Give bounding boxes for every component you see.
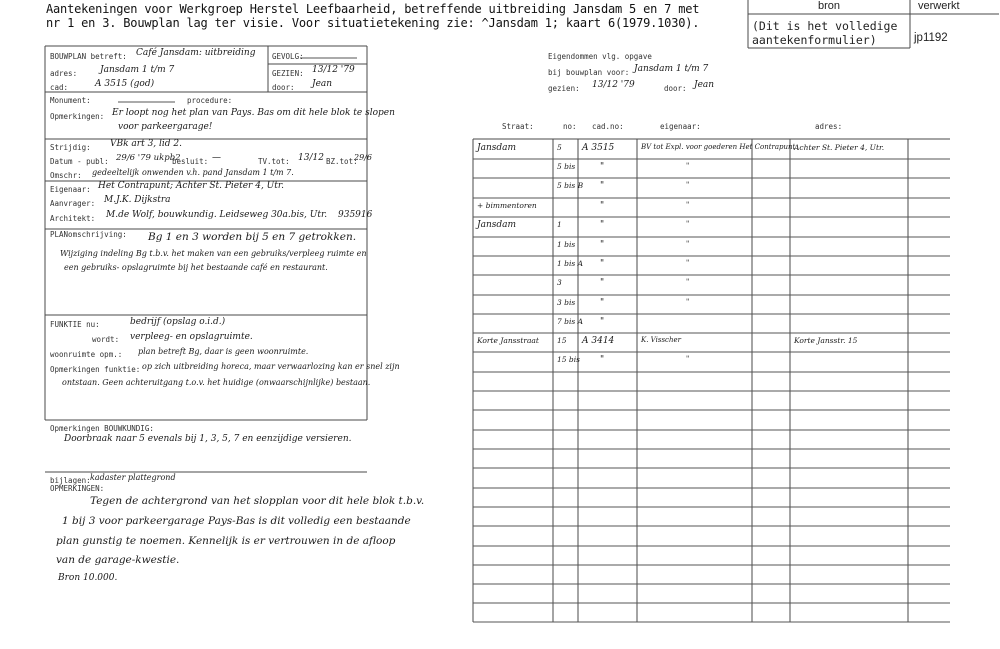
eigendom-label-1: Eigendommen vlg. opgave: [548, 52, 652, 61]
aanvrager-value: M.J.K. Dijkstra: [104, 195, 171, 205]
adres-label: adres:: [50, 69, 78, 78]
tvtot-label: TV.tot:: [258, 157, 290, 166]
opm2-line-1: Tegen de achtergrond van het slopplan voor dit hele blok t.b.v.: [90, 495, 425, 507]
omschr-label: Omschr:: [50, 171, 82, 180]
architekt-value: M.de Wolf, bouwkundig. Leidseweg 30a.bis, Utr.: [106, 210, 328, 220]
cell-eigenaar: ": [686, 298, 690, 306]
cell-straat: + bimmentoren: [477, 201, 537, 210]
bijlagen-value: kadaster plattegrond: [90, 473, 176, 482]
cell-adres: Korte Jansstr. 15: [794, 336, 858, 345]
bouwplan-label: BOUWPLAN betreft:: [50, 52, 127, 61]
cell-adres: Achter St. Pieter 4, Utr.: [794, 143, 885, 152]
wordt-value: verpleeg- en opslagruimte.: [130, 332, 253, 342]
door-label: door:: [272, 83, 295, 92]
besluit-label: besluit:: [172, 157, 209, 166]
header-line-2: nr 1 en 3. Bouwplan lag ter visie. Voor situatietekening zie: ^Jansdam 1; kaart 6(1979.1030).: [46, 16, 700, 30]
monument-label: Monument:: [50, 96, 91, 105]
cell-cad: ": [600, 278, 605, 288]
cell-no: 1 bis: [557, 240, 576, 249]
cell-no: 5 bis: [557, 162, 576, 171]
meta-note-line-1: (Dit is het volledige: [752, 19, 898, 33]
gezien-label: GEZIEN:: [272, 69, 304, 78]
cell-eigenaar: BV tot Expl. voor goederen Het Contrapunt: [641, 143, 796, 151]
aanvrager-label: Aanvrager:: [50, 199, 96, 208]
cell-cad: ": [600, 162, 605, 172]
opm2-line-2: 1 bij 3 voor parkeergarage Pays-Bas is dit volledig een bestaande: [62, 515, 411, 527]
header-line-1: Aantekeningen voor Werkgroep Herstel Leefbaarheid, betreffende uitbreiding Jansdam 5 en 7 met: [46, 2, 700, 16]
meta-note-line-2: aantekenformulier): [752, 33, 877, 47]
opm-funktie-label: Opmerkingen funktie:: [50, 365, 141, 374]
cell-cad: ": [600, 181, 605, 191]
col-cad: cad.no:: [592, 122, 624, 131]
right-gezien-value: 13/12 '79: [592, 80, 635, 90]
cell-eigenaar: ": [686, 201, 690, 209]
door-value: Jean: [312, 79, 333, 89]
cell-straat: Jansdam: [477, 220, 517, 230]
cell-eigenaar: ": [686, 278, 690, 286]
cell-no: 15 bis: [557, 355, 580, 364]
omschr-value: gedeeltelijk onwenden v.h. pand Jansdam 1 t/m 7.: [92, 168, 294, 177]
cell-cad: A 3414: [582, 336, 615, 346]
opm2-line-5: Bron 10.000.: [58, 573, 118, 583]
architekt-phone: 935916: [338, 210, 373, 220]
cell-eigenaar: K. Visscher: [641, 336, 681, 344]
woonruimte-label: woonruimte opm.:: [50, 350, 123, 359]
cell-cad: ": [600, 220, 605, 230]
cell-no: 5 bis B: [557, 181, 584, 190]
cell-no: 1 bis A: [557, 259, 584, 268]
col-eigenaar: eigenaar:: [660, 122, 701, 131]
col-straat: Straat:: [502, 122, 534, 131]
opmerkingen-line-2: voor parkeergarage!: [118, 122, 213, 132]
col-no: no:: [563, 122, 577, 131]
cell-cad: ": [600, 317, 605, 327]
bztot-value: 29/6: [354, 153, 372, 162]
plan-line-3: een gebruiks- opslagruimte bij het bestaande café en restaurant.: [64, 263, 328, 272]
verwerkt-label: verwerkt: [918, 0, 960, 12]
cad-label: cad:: [50, 83, 69, 92]
bijlagen-label: bijlagen:: [50, 476, 91, 485]
eigenaar-label: Eigenaar:: [50, 185, 91, 194]
cell-no: 5: [557, 143, 562, 152]
opm2-line-4: van de garage-kwestie.: [56, 554, 180, 566]
architekt-label: Architekt:: [50, 214, 96, 223]
datum-value: 29/6 '79 ukpb2: [116, 153, 181, 163]
procedure-label: procedure:: [187, 96, 233, 105]
funktie-value: bedrijf (opslag o.i.d.): [130, 317, 226, 327]
opmerkingen-line-1: Er loopt nog het plan van Pays. Bas om dit hele blok te slopen: [112, 108, 395, 118]
tvtot-value: 13/12: [298, 153, 324, 163]
meta-note: [752, 19, 897, 47]
plan-line-1: Bg 1 en 3 worden bij 5 en 7 getrokken.: [148, 231, 357, 243]
cell-eigenaar: ": [686, 162, 690, 170]
cell-eigenaar: ": [686, 259, 690, 267]
right-gezien-label: gezien:: [548, 84, 580, 93]
cell-straat: Korte Jansstraat: [477, 336, 539, 345]
strijdig-value: VBk art 3, lid 2.: [110, 139, 182, 149]
plan-line-2: Wijziging indeling Bg t.b.v. het maken van een gebruiks/verpleeg ruimte en: [60, 249, 367, 258]
woonruimte-value: plan betreft Bg, daar is geen woonruimte.: [138, 347, 309, 356]
eigendom-value: Jansdam 1 t/m 7: [634, 64, 709, 74]
cell-cad: A 3515: [582, 143, 615, 153]
gevolg-label: GEVOLG:: [272, 52, 304, 61]
planomschrijving-label: PLANomschrijving:: [50, 230, 127, 239]
cell-no: 1: [557, 220, 562, 229]
opm-funktie-line-1: op zich uitbreiding horeca, maar verwaarlozing kan er snel zijn: [142, 362, 400, 371]
eigenaar-value: Het Contrapunt; Achter St. Pieter 4, Utr.: [98, 181, 285, 191]
opm2-line-3: plan gunstig te noemen. Kennelijk is er vertrouwen in de afloop: [56, 535, 396, 547]
bouwplan-value: Café Jansdam: uitbreiding: [136, 48, 256, 58]
cell-cad: ": [600, 259, 605, 269]
besluit-value: —: [212, 153, 221, 163]
funktie-label: FUNKTIE nu:: [50, 320, 100, 329]
cell-no: 3: [557, 278, 562, 287]
cell-cad: ": [600, 201, 605, 211]
opmerkingen2-label: OPMERKINGEN:: [50, 484, 105, 493]
cell-straat: Jansdam: [477, 143, 517, 153]
opmerkingen-label: Opmerkingen:: [50, 112, 105, 121]
cell-no: 7 bis A: [557, 317, 584, 326]
datum-label: Datum - publ:: [50, 157, 109, 166]
col-adres: adres:: [815, 122, 843, 131]
opm-bouwkundig-label: Opmerkingen BOUWKUNDIG:: [50, 424, 154, 433]
cell-cad: ": [600, 298, 605, 308]
gezien-value: 13/12 '79: [312, 65, 355, 75]
cell-cad: ": [600, 240, 605, 250]
cell-eigenaar: ": [686, 355, 690, 363]
bztot-label: BZ.tot:: [326, 157, 358, 166]
cell-cad: ": [600, 355, 605, 365]
wordt-label: wordt:: [92, 335, 120, 344]
eigendom-label-2: bij bouwplan voor:: [548, 68, 630, 77]
opm-bouwkundig-value: Doorbraak naar 5 evenals bij 1, 3, 5, 7 en eenzijdige versieren.: [64, 434, 352, 444]
opm-funktie-line-2: ontstaan. Geen achteruitgang t.o.v. het huidige (onwaarschijnlijke) bestaan.: [62, 378, 371, 387]
right-door-label: door:: [664, 84, 687, 93]
bron-label: bron: [818, 0, 841, 12]
cell-no: 3 bis: [557, 298, 576, 307]
cad-value: A 3515 (god): [95, 79, 155, 89]
cell-eigenaar: ": [686, 220, 690, 228]
cell-eigenaar: ": [686, 240, 690, 248]
cell-no: 15: [557, 336, 567, 345]
cell-eigenaar: ": [686, 181, 690, 189]
code-label: jp1192: [914, 32, 948, 44]
adres-value: Jansdam 1 t/m 7: [100, 65, 175, 75]
right-door-value: Jean: [694, 80, 715, 90]
strijdig-label: Strijdig:: [50, 143, 91, 152]
